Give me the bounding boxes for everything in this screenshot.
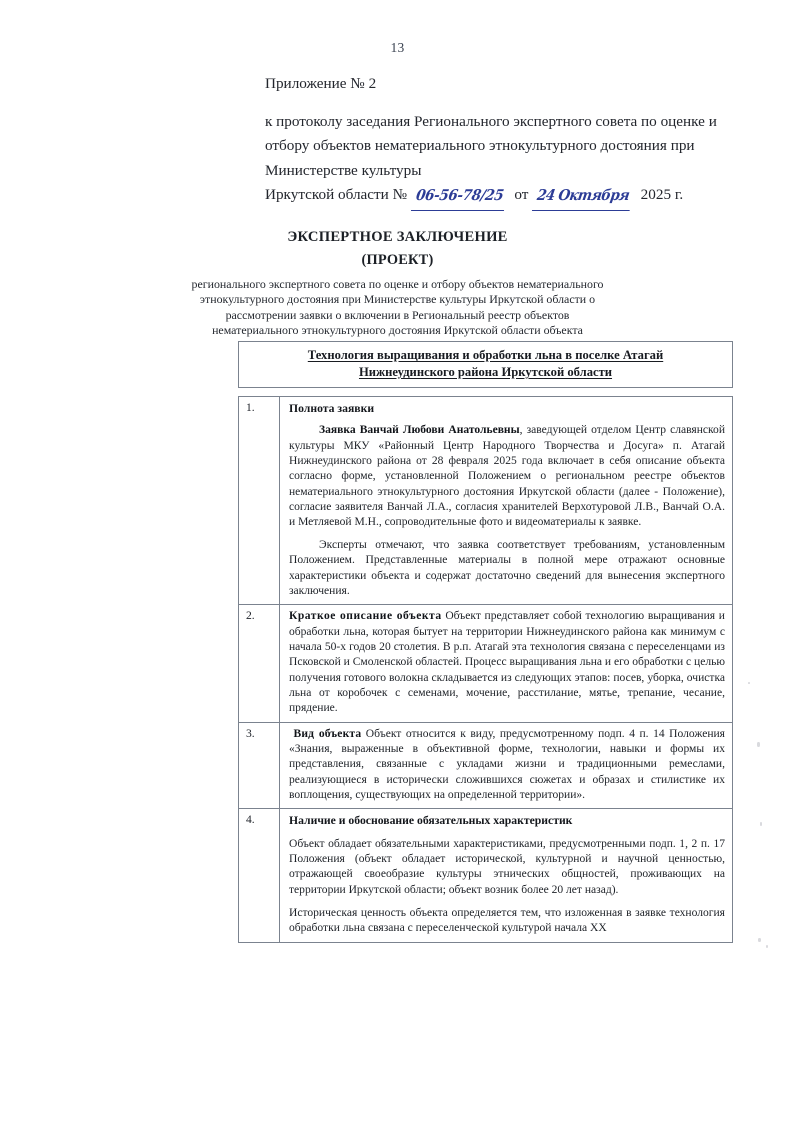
row-paragraph: Эксперты отмечают, что заявка соответствует требованиям, установленным Положением. Представленные материалы в полной мере отражают основные характеристики объекта и содержат достаточно сведений для вынесения экспертного заключения.	[289, 538, 725, 597]
row-paragraph: Объект обладает обязательными характеристиками, предусмотренными подп. 1, 2 п. 17 Положения (объект обладает исторической, культурной и научной ценностью, отражающей своеобразие культуры этнических общностей, проживающих на территории Иркутской области; объект возник более 20 лет назад).	[289, 837, 725, 896]
table-row	[239, 605, 733, 722]
row-number: 2.	[239, 605, 280, 722]
page-number: 13	[390, 40, 405, 55]
row-number: 3.	[239, 722, 280, 809]
scan-speckle	[760, 822, 762, 826]
scan-speckle	[766, 945, 768, 948]
preamble-line: рассмотрении заявки о включении в Региональный реестр объектов	[225, 307, 570, 322]
document-preamble	[0, 277, 795, 339]
row-content	[280, 605, 733, 722]
table-row	[239, 722, 733, 809]
protocol-reference	[265, 110, 745, 210]
row-content	[280, 809, 733, 942]
paragraph-lead: Заявка	[319, 424, 360, 437]
protocol-reference-last-line	[265, 183, 745, 210]
object-title-line: Нижнеудинского района Иркутской области	[358, 365, 613, 379]
row-paragraph: Историческая ценность объекта определяется тем, что изложенная в заявке технология обработки льна связана с переселенческой культурой начала ХХ	[289, 907, 725, 935]
paragraph-rest: , заведующей отделом Центр славянской культуры МКУ «Районный Центр Народного Творчества и Досуга» п. Атагай Нижнеудинского района от 28 февраля 2025 года включает в себя описание объекта согласно форме, установленной Положением о региональном реестре объектов нематериального этнокультурного достояния Иркутской области (далее - Положение), согласие заявителя Ванчай Л.А., согласия хранителей Верхотуровой Л.В., Ванчай О.А. и Метляевой М.Н., сопроводительные фото и видеоматериалы к заявке.	[289, 424, 725, 529]
row-inline-heading: Вид объекта	[293, 727, 362, 740]
document-title: ЭКСПЕРТНОЕ ЗАКЛЮЧЕНИЕ	[287, 229, 508, 245]
appendix-header	[265, 72, 745, 210]
row-heading: Полнота заявки	[289, 402, 375, 415]
row-paragraph	[289, 727, 725, 804]
handwritten-protocol-date: 24 Октября	[532, 183, 634, 210]
protocol-reference-text: к протоколу заседания Регионального экспертного совета по оценке и отбору объектов нематериального этнокультурного достояния при Министерстве культуры	[265, 112, 717, 179]
protocol-reference-prefix: Иркутской области №	[265, 186, 411, 203]
protocol-year: 2025 г.	[636, 186, 684, 203]
row-number: 1.	[239, 397, 280, 605]
scan-speckle	[757, 742, 760, 747]
preamble-line: нематериального этнокультурного достояния Иркутской области объекта	[212, 323, 583, 338]
preamble-line: регионального экспертного совета по оценке и отбору объектов нематериального	[191, 277, 604, 291]
scan-speckle	[748, 682, 750, 684]
object-title-box	[238, 341, 733, 388]
row-body-text: Объект представляет собой технологию выращивания и обработки льна, которая бытует на территории Нижнеудинского района как минимум с начала 50-х годов 20 столетия. В р.п. Атагай эта технология связана с переселенцами из Псковской и Смоленской областей. Процесс выращивания льна и его обработки с целью получения готового волокна складывается из следующих этапов: посев, уборка, очистка льна от коробочек с семенами, мочение, расстилание, мятье, трепание, чесание, прядение.	[289, 610, 725, 715]
table-row	[239, 397, 733, 605]
row-paragraph	[289, 609, 725, 716]
row-number: 4.	[239, 809, 280, 942]
protocol-date-connector: от	[510, 186, 533, 203]
row-content	[280, 397, 733, 605]
row-paragraph	[289, 423, 725, 530]
object-title-line: Технология выращивания и обработки льна в поселке Атагай	[307, 348, 664, 362]
table-row	[239, 809, 733, 942]
applicant-name: Ванчай Любови Анатольевны	[359, 424, 520, 437]
row-inline-heading: Краткое описание объекта	[289, 610, 442, 623]
preamble-line: этнокультурного достояния при Министерстве культуры Иркутской области о	[199, 292, 596, 307]
appendix-label: Приложение № 2	[265, 75, 377, 92]
document-subtitle: (ПРОЕКТ)	[361, 252, 434, 268]
row-content	[280, 722, 733, 809]
scan-speckle	[758, 938, 761, 942]
handwritten-protocol-number: 06-56-78/25	[411, 183, 508, 210]
criteria-table	[238, 396, 733, 943]
row-body-text: Объект относится к виду, предусмотренному подп. 4 п. 14 Положения «Знания, выраженные в объективной форме, технологии, навыки и формы их представления, связанные с укладами жизни и традиционными ремеслами, реализующиеся в исторически сложившихся сюжетах и образах и стилистике их воплощения, существующих на определенной территории».	[289, 727, 725, 801]
row-heading: Наличие и обоснование обязательных характеристик	[289, 814, 573, 828]
